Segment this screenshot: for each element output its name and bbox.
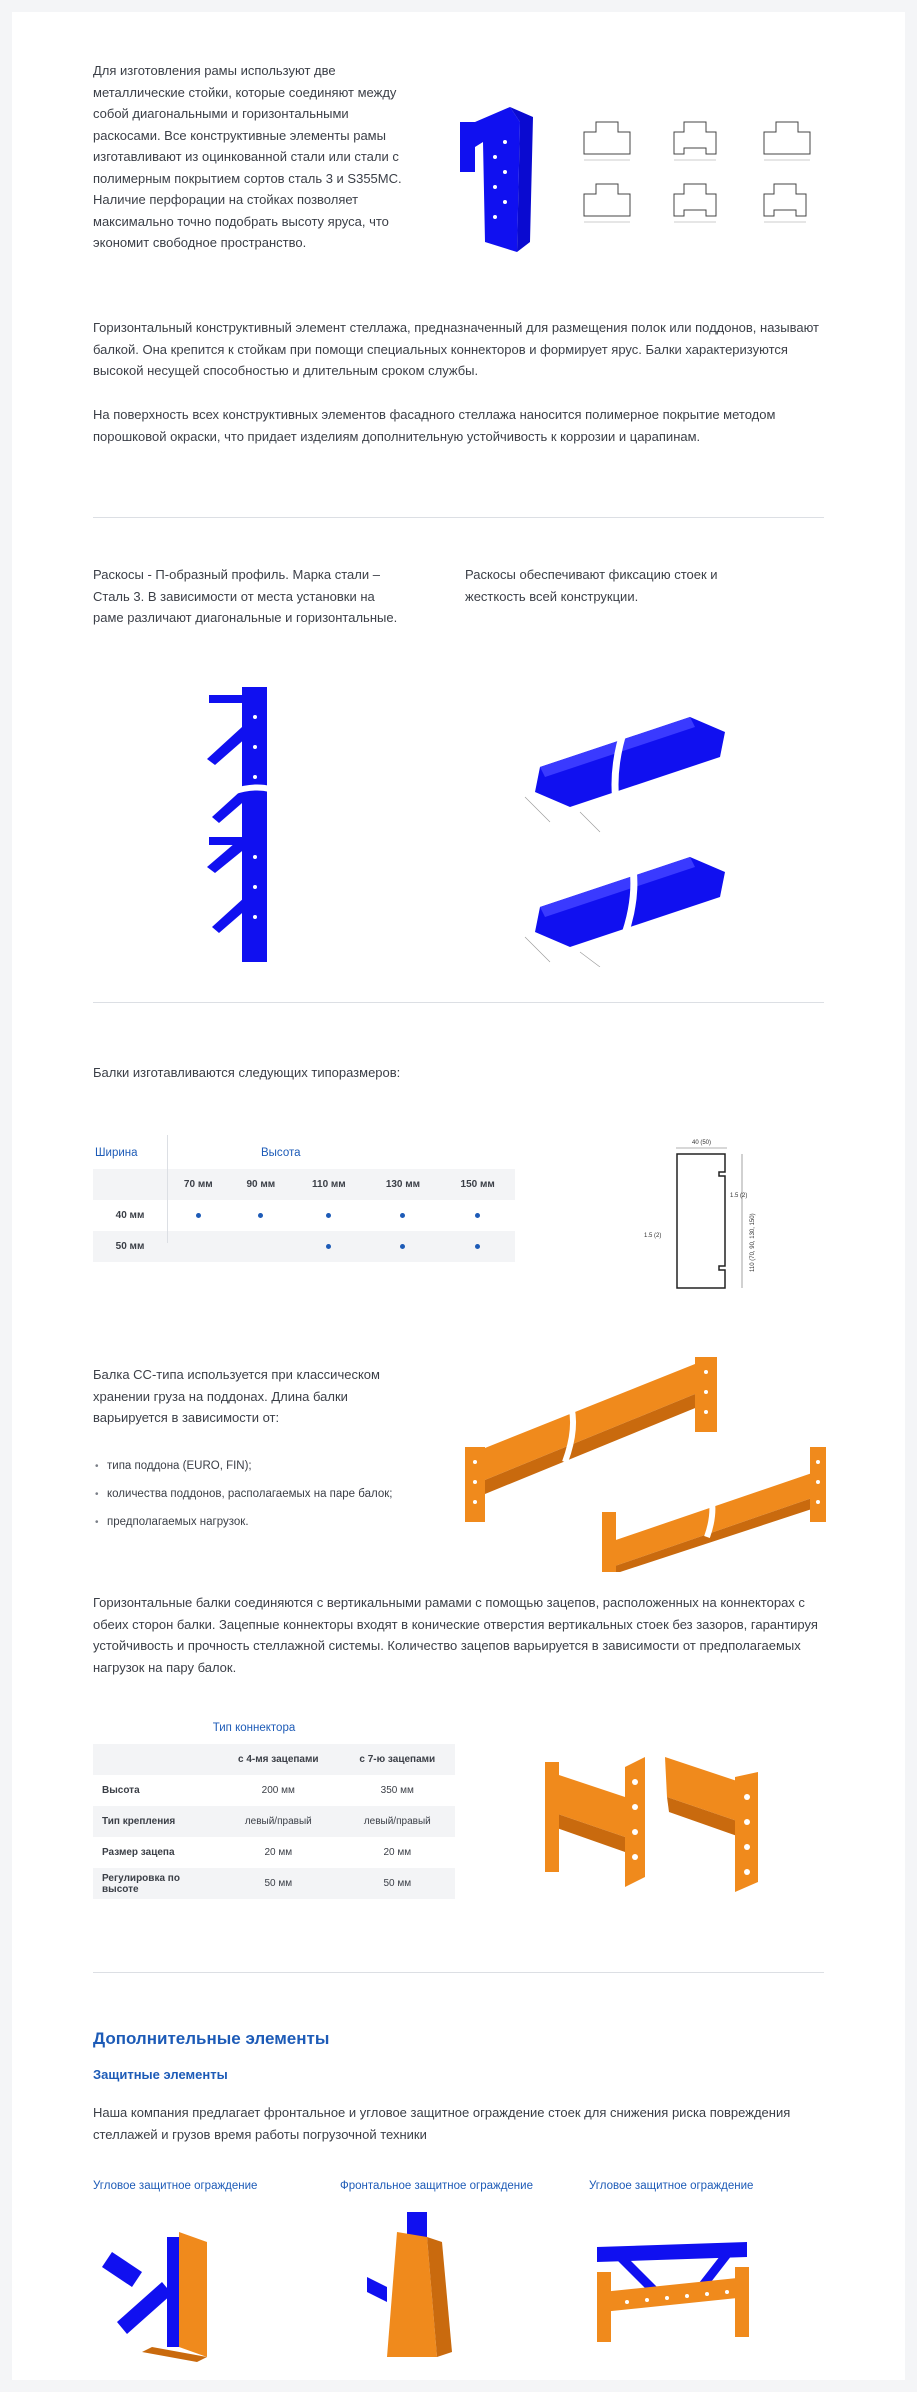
coating-description: На поверхность всех конструктивных элементов фасадного стеллажа наносится полимерное покрытие методом порошковой окраски, что придает изделиям дополнительную устойчивость к коррозии и царапинам. bbox=[93, 407, 776, 444]
width-cell: 50 мм bbox=[115, 1241, 145, 1252]
dimension-top: 40 (50) bbox=[692, 1140, 712, 1146]
cc-beam-bullets bbox=[93, 1457, 393, 1541]
rack-upright-image bbox=[455, 102, 551, 252]
cell-value: 50 мм bbox=[264, 1878, 293, 1889]
available-dot bbox=[196, 1213, 201, 1218]
cell-value: левый/правый bbox=[363, 1816, 431, 1827]
content-card bbox=[12, 12, 905, 2380]
cc-beam-description: Балка СС-типа используется при классическом хранении груза на поддонах. Длина балки варьируется в зависимости от: bbox=[93, 1367, 380, 1425]
corner-guard-image bbox=[97, 2212, 237, 2362]
header-row bbox=[93, 1744, 455, 1775]
height-header: 110 мм bbox=[312, 1179, 346, 1190]
list-item: • предполагаемых нагрузок. bbox=[93, 1513, 393, 1532]
divider bbox=[93, 517, 824, 518]
available-dot bbox=[475, 1213, 480, 1218]
column-header: с 7-ю зацепами bbox=[359, 1754, 436, 1765]
brace-frame-image bbox=[187, 687, 297, 962]
available-dot bbox=[475, 1244, 480, 1249]
cell-value: 200 мм bbox=[261, 1785, 295, 1796]
connectors-image bbox=[530, 1752, 780, 1902]
connector-table-title: Тип коннектора bbox=[212, 1722, 296, 1734]
beam-sizes-table bbox=[93, 1135, 515, 1262]
table-row bbox=[93, 1868, 455, 1899]
cell-value: 20 мм bbox=[383, 1847, 412, 1858]
table-row bbox=[93, 1231, 515, 1262]
braces-function: Раскосы обеспечивают фиксацию стоек и жесткость всей конструкции. bbox=[465, 567, 718, 604]
section-title: Дополнительные элементы bbox=[93, 2029, 330, 2048]
height-label: Высота bbox=[261, 1147, 301, 1159]
corner-guard-link-2[interactable]: Угловое защитное ограждение bbox=[589, 2180, 754, 2192]
cell-value: 50 мм bbox=[383, 1878, 412, 1889]
row-label: Регулировка по высоте bbox=[102, 1872, 180, 1895]
table-row bbox=[93, 1200, 515, 1231]
table-row bbox=[93, 1837, 455, 1868]
cell-value: 350 мм bbox=[380, 1785, 414, 1796]
height-header: 150 мм bbox=[460, 1179, 495, 1190]
column-header: с 4-мя зацепами bbox=[238, 1754, 319, 1765]
front-guard-link[interactable]: Фронтальное защитное ограждение bbox=[340, 2180, 533, 2192]
dimension-side: 1.5 (2) bbox=[644, 1233, 662, 1239]
divider bbox=[93, 1002, 824, 1003]
connector-table bbox=[93, 1744, 455, 1899]
available-dot bbox=[400, 1244, 405, 1249]
cell-value: левый/правый bbox=[244, 1816, 312, 1827]
height-header: 130 мм bbox=[385, 1179, 421, 1190]
width-label: Ширина bbox=[95, 1147, 138, 1159]
profile-drawings bbox=[569, 110, 849, 234]
row-label: Высота bbox=[102, 1785, 140, 1796]
front-guard-image bbox=[342, 2212, 482, 2362]
available-dot bbox=[326, 1244, 331, 1249]
available-dot bbox=[258, 1213, 263, 1218]
beam-sizes-intro: Балки изготавливаются следующих типоразмеров: bbox=[93, 1065, 401, 1080]
protection-description: Наша компания предлагает фронтальное и угловое защитное ограждение стоек для снижения риска повреждения стеллажей и грузов время работы погрузочной техники bbox=[93, 2105, 791, 2142]
available-dot bbox=[326, 1213, 331, 1218]
corner-guard-rail-image bbox=[587, 2212, 757, 2362]
cell-value: 20 мм bbox=[264, 1847, 293, 1858]
height-header: 90 мм bbox=[246, 1179, 276, 1190]
dimension-height: 110 (70, 90, 130, 150) bbox=[750, 1213, 756, 1272]
brace-profile-image bbox=[520, 697, 740, 967]
table-divider bbox=[167, 1135, 168, 1243]
divider bbox=[93, 1972, 824, 1973]
table-row bbox=[93, 1775, 455, 1806]
beam-section-drawing bbox=[622, 1132, 772, 1307]
header-row bbox=[93, 1169, 515, 1200]
corner-guard-link[interactable]: Угловое защитное ограждение bbox=[93, 2180, 258, 2192]
table-row bbox=[93, 1806, 455, 1837]
section-subtitle: Защитные элементы bbox=[93, 2067, 228, 2082]
frame-description: Для изготовления рамы используют две металлические стойки, которые соединяют между собой диагональными и горизонтальными раскосами. Все конструктивные элементы рамы изготавливают из оцинкованной стали или стали с полимерным покрытием сортов сталь 3 и S355MC. Наличие перфорации на стойках позволяет максимально точно подобрать высоту яруса, что экономит свободное пространство. bbox=[93, 63, 402, 250]
width-cell: 40 мм bbox=[115, 1210, 145, 1221]
row-label: Тип крепления bbox=[102, 1816, 176, 1827]
beam-description: Горизонтальный конструктивный элемент стеллажа, предназначенный для размещения полок или поддонов, называют балкой. Она крепится к стойкам при помощи специальных коннекторов и формирует ярус. Балки характеризуются высокой несущей способностью и длительным сроком службы. bbox=[93, 320, 820, 378]
row-label: Размер зацепа bbox=[102, 1847, 175, 1858]
list-item: • количества поддонов, располагаемых на паре балок; bbox=[93, 1485, 393, 1504]
available-dot bbox=[400, 1213, 405, 1218]
dimension-lip: 1.5 (2) bbox=[730, 1193, 748, 1199]
connectors-description: Горизонтальные балки соединяются с вертикальными рамами с помощью зацепов, расположенных на коннекторах с обеих сторон балки. Зацепные коннекторы входят в конические отверстия вертикальных стоек без зазоров, гарантируя устойчивость и прочность стеллажной системы. Количество зацепов варьируется в зависимости от предполагаемых нагрузок на пару балок. bbox=[93, 1595, 818, 1675]
braces-description: Раскосы - П-образный профиль. Марка стали – Сталь 3. В зависимости от места установки на раме различают диагональные и горизонтальные. bbox=[93, 567, 398, 625]
cc-beams-image bbox=[460, 1342, 835, 1572]
sizes-grid bbox=[93, 1169, 515, 1262]
list-item: • типа поддона (EURO, FIN); bbox=[93, 1457, 393, 1476]
height-header: 70 мм bbox=[183, 1179, 213, 1190]
